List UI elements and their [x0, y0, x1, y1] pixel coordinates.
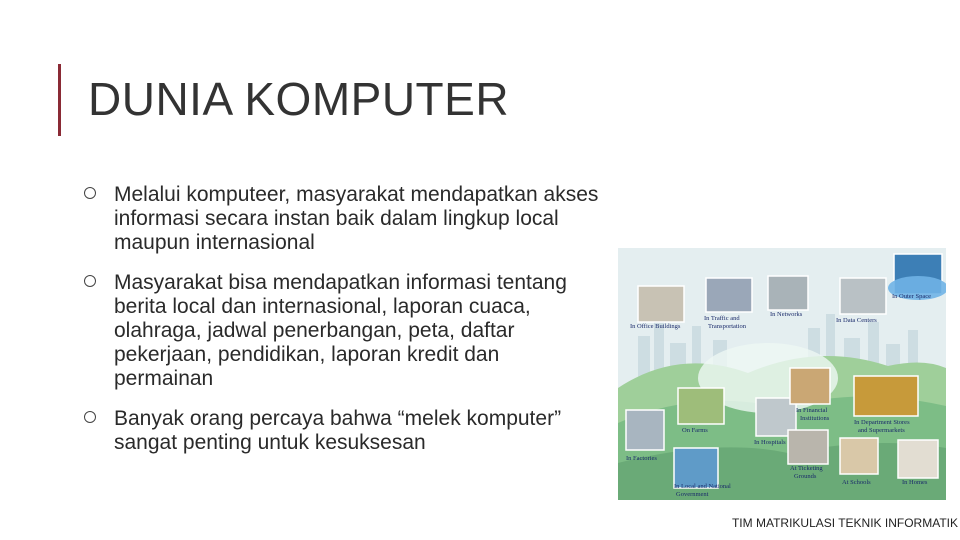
- circle-bullet-icon: [84, 187, 96, 199]
- label-government-2: Government: [676, 491, 709, 498]
- label-government: In Local and National: [674, 483, 731, 490]
- label-outer-space: In Outer Space: [892, 293, 931, 300]
- label-hospitals: In Hospitals: [754, 439, 786, 446]
- bullet-text: Masyarakat bisa mendapatkan informasi tentang berita local dan internasional, laporan cuaca, olahraga, jadwal penerbangan, peta, daftar pekerjaan, pendidikan, laporan kredit dan permainan: [114, 271, 567, 390]
- bullet-item: [84, 271, 604, 391]
- label-financial-2: Institutions: [800, 415, 830, 422]
- label-financial: In Financial: [796, 407, 828, 414]
- label-office: In Office Buildings: [630, 323, 681, 330]
- slide-title: DUNIA KOMPUTER: [88, 73, 510, 125]
- computers-everywhere-illustration: [618, 248, 946, 500]
- circle-bullet-icon: [84, 411, 96, 423]
- label-schools: At Schools: [842, 479, 871, 486]
- label-ticketing-2: Grounds: [794, 473, 817, 480]
- circle-bullet-icon: [84, 275, 96, 287]
- label-factories: In Factories: [626, 455, 657, 462]
- bullet-text: Banyak orang percaya bahwa “melek komputer” sangat penting untuk kesuksesan: [114, 407, 562, 454]
- label-homes: In Homes: [902, 479, 928, 486]
- label-dept-stores: In Department Stores: [854, 419, 910, 426]
- label-ticketing: At Ticketing: [790, 465, 823, 472]
- label-traffic-2: Transportation: [708, 323, 747, 330]
- bullet-list: [84, 183, 604, 471]
- bullet-item: [84, 183, 604, 255]
- label-farms: On Farms: [682, 427, 708, 434]
- label-traffic: In Traffic and: [704, 315, 740, 322]
- label-networks: In Networks: [770, 311, 803, 318]
- bullet-text: Melalui komputeer, masyarakat mendapatkan akses informasi secara instan baik dalam lingkup local maupun internasional: [114, 183, 599, 254]
- label-dept-stores-2: and Supermarkets: [858, 427, 905, 434]
- footer-text: TIM MATRIKULASI TEKNIK INFORMATIK: [731, 516, 958, 530]
- title-accent-bar: [58, 64, 61, 136]
- bullet-item: [84, 407, 604, 455]
- label-data-centers: In Data Centers: [836, 317, 877, 324]
